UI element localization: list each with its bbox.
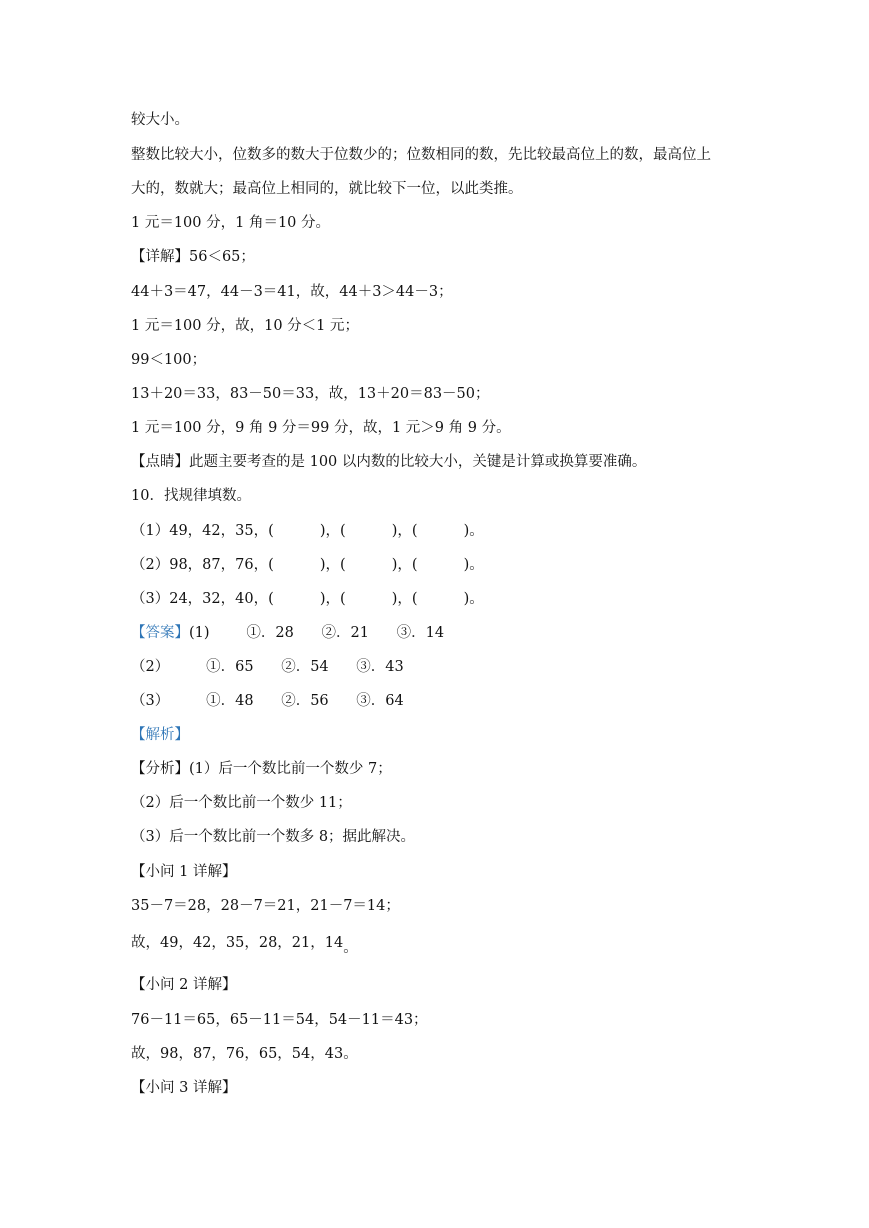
text-line: 99＜100； bbox=[131, 352, 207, 368]
question-item: （2）98，87，76，( )，( )，( )。 bbox=[131, 557, 484, 573]
section-heading: 【小问 3 详解】 bbox=[131, 1080, 237, 1096]
text-line: （2）后一个数比前一个数少 11； bbox=[131, 795, 352, 811]
answer-line bbox=[131, 623, 444, 643]
text-line: 1 元＝100 分，故，10 分＜1 元； bbox=[131, 318, 360, 334]
text-line: 故，98，87，76，65，54，43。 bbox=[131, 1046, 358, 1062]
section-heading: 【小问 1 详解】 bbox=[131, 864, 237, 880]
text-line: 【详解】56＜65； bbox=[131, 249, 255, 265]
text-line: 整数比较大小，位数多的数大于位数少的；位数相同的数，先比较最高位上的数，最高位上 bbox=[131, 147, 711, 163]
text-line: 35－7＝28，28－7＝21，21－7＝14； bbox=[131, 898, 400, 914]
text-line: 1 元＝100 分，1 角＝10 分。 bbox=[131, 215, 331, 231]
question-item: （3）24，32，40，( )，( )，( )。 bbox=[131, 591, 484, 607]
text-line: 76－11＝65，65－11＝54，54－11＝43； bbox=[131, 1012, 428, 1028]
question-item: （1）49，42，35，( )，( )，( )。 bbox=[131, 523, 484, 539]
text-line: 1 元＝100 分，9 角 9 分＝99 分，故，1 元＞9 角 9 分。 bbox=[131, 420, 511, 436]
section-heading: 【小问 2 详解】 bbox=[131, 977, 237, 993]
text-line: 较大小。 bbox=[131, 112, 189, 128]
analysis-tag: 【解析】 bbox=[131, 727, 189, 743]
text-line: 【分析】(1）后一个数比前一个数少 7； bbox=[131, 761, 392, 777]
text-line bbox=[131, 933, 358, 956]
text-line: 44＋3＝47，44－3＝41，故，44＋3＞44－3； bbox=[131, 284, 453, 300]
question-title: 10．找规律填数。 bbox=[131, 488, 251, 504]
answer-line: （2） ①．65 ②．54 ③．43 bbox=[131, 659, 404, 675]
text-line: 13＋20＝33，83－50＝33，故，13＋20＝83－50； bbox=[131, 386, 490, 402]
text-span: 故，49，42，35，28，21，14 bbox=[131, 935, 344, 951]
answer-tag: 【答案】 bbox=[131, 625, 189, 641]
text-line: 大的，数就大；最高位上相同的，就比较下一位，以此类推。 bbox=[131, 181, 523, 197]
text-line: 【点睛】此题主要考查的是 100 以内数的比较大小，关键是计算或换算要准确。 bbox=[131, 454, 647, 470]
answer-line: （3） ①．48 ②．56 ③．64 bbox=[131, 693, 404, 709]
text-span: 。 bbox=[343, 940, 358, 956]
answer-text: (1) ①．28 ②．21 ③．14 bbox=[189, 625, 445, 641]
text-line: （3）后一个数比前一个数多 8；据此解决。 bbox=[131, 829, 416, 845]
